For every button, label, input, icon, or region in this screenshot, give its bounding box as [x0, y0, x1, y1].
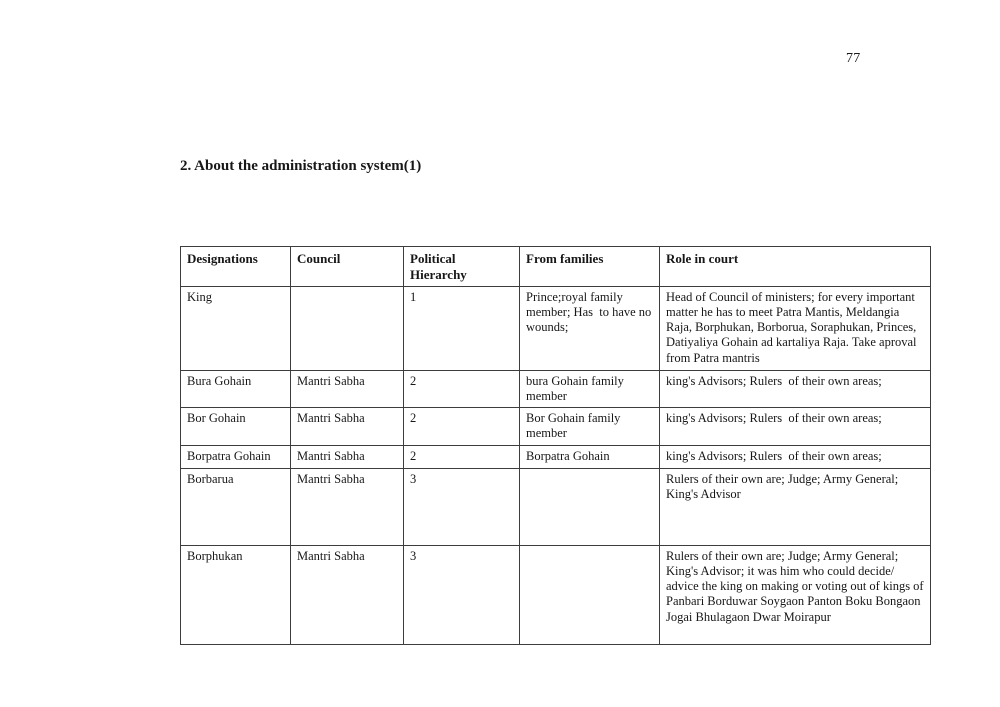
cell-families	[520, 545, 660, 644]
cell-hierarchy: 2	[404, 408, 520, 446]
cell-role: Rulers of their own are; Judge; Army General; King's Advisor	[660, 468, 931, 545]
page-number: 77	[846, 51, 861, 66]
cell-council: Mantri Sabha	[291, 408, 404, 446]
section-heading: 2. About the administration system(1)	[180, 158, 422, 174]
column-header-council: Council	[291, 247, 404, 287]
cell-council	[291, 286, 404, 370]
cell-hierarchy: 2	[404, 445, 520, 468]
column-header-designations: Designations	[181, 247, 291, 287]
administration-table	[180, 246, 931, 645]
cell-role: king's Advisors; Rulers of their own areas;	[660, 408, 931, 446]
cell-designation: Borbarua	[181, 468, 291, 545]
cell-hierarchy: 3	[404, 545, 520, 644]
cell-designation: Bor Gohain	[181, 408, 291, 446]
column-header-role-in-court: Role in court	[660, 247, 931, 287]
table-row	[181, 445, 931, 468]
column-header-political-hierarchy: Political Hierarchy	[404, 247, 520, 287]
cell-role: king's Advisors; Rulers of their own areas;	[660, 370, 931, 408]
cell-council: Mantri Sabha	[291, 445, 404, 468]
cell-families: Borpatra Gohain	[520, 445, 660, 468]
cell-council: Mantri Sabha	[291, 370, 404, 408]
cell-designation: Borpatra Gohain	[181, 445, 291, 468]
table-row	[181, 468, 931, 545]
cell-hierarchy: 3	[404, 468, 520, 545]
table-header-row	[181, 247, 931, 287]
cell-council: Mantri Sabha	[291, 468, 404, 545]
cell-families: bura Gohain family member	[520, 370, 660, 408]
cell-families	[520, 468, 660, 545]
cell-designation: Bura Gohain	[181, 370, 291, 408]
cell-hierarchy: 2	[404, 370, 520, 408]
table-row	[181, 286, 931, 370]
table-row	[181, 370, 931, 408]
table-row	[181, 408, 931, 446]
cell-designation: Borphukan	[181, 545, 291, 644]
cell-designation: King	[181, 286, 291, 370]
cell-hierarchy: 1	[404, 286, 520, 370]
cell-role: Rulers of their own are; Judge; Army General; King's Advisor; it was him who could decide/ advice the king on making or voting out of kings of Panbari Borduwar Soygaon Panton Boku Bongaon Jogai Bhulagaon Dwar Moirapur	[660, 545, 931, 644]
cell-council: Mantri Sabha	[291, 545, 404, 644]
cell-families: Prince;royal family member; Has to have no wounds;	[520, 286, 660, 370]
column-header-from-families: From families	[520, 247, 660, 287]
cell-role: Head of Council of ministers; for every important matter he has to meet Patra Mantis, Meldangia Raja, Borphukan, Borborua, Soraphukan, Princes, Datiyaliya Gohain ad kartaliya Raja. Take aproval from Patra mantris	[660, 286, 931, 370]
cell-families: Bor Gohain family member	[520, 408, 660, 446]
cell-role: king's Advisors; Rulers of their own areas;	[660, 445, 931, 468]
table-row	[181, 545, 931, 644]
